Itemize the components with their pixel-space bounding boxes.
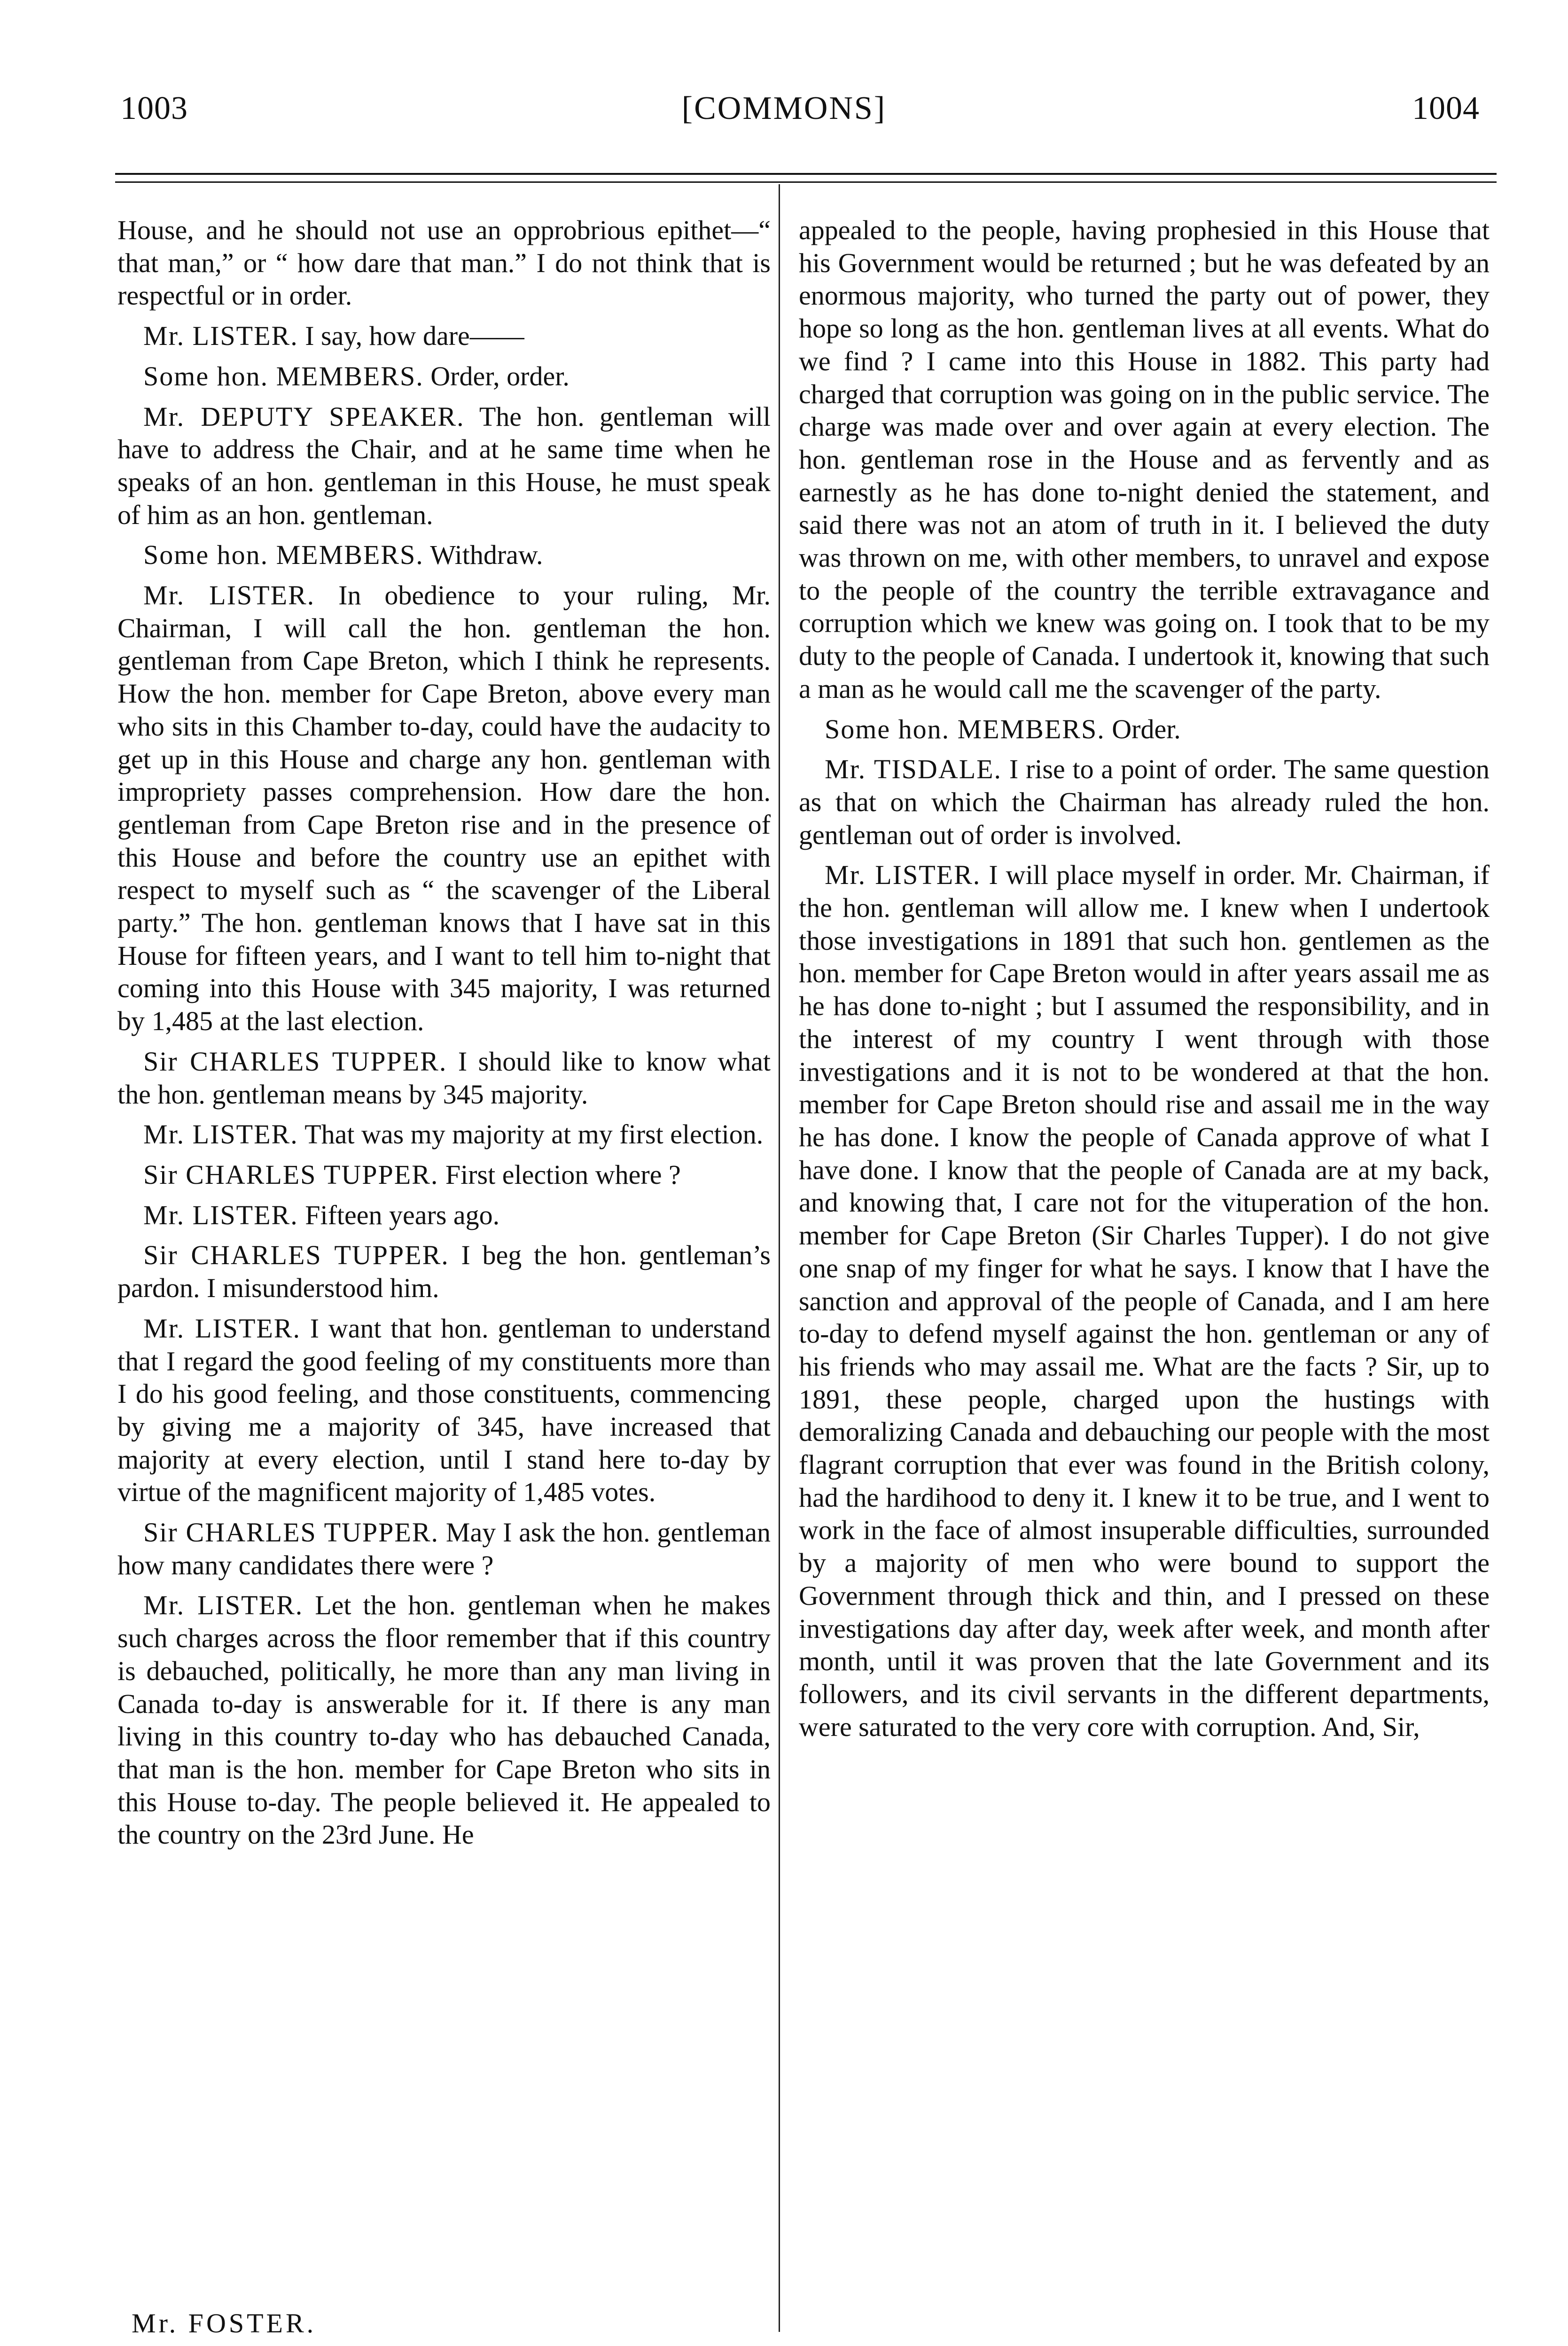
speaker-name: Mr. TISDALE.: [825, 754, 1002, 785]
speaker-name: Mr. DEPUTY SPEAKER.: [143, 401, 465, 432]
page-title: [COMMONS]: [681, 90, 887, 126]
speech-paragraph: [117, 1045, 771, 1110]
speech-text: I will place myself in order. Mr. Chairman, if the hon. gentleman will allow me. I knew when I undertook those investigations in 1891 that such hon. gentlemen as the hon. member for Cape Breton would in after years assail me as he has done to-night ; but I assumed the responsibility, and in the interest of my country I went through with those investigations and it is not to be wondered at that the hon. member for Cape Breton should rise and assail me in the way he has done. I know the people of Canada approve of what I have done. I know that the people of Canada are at my back, and knowing that, I care not for the vituperation of the hon. member for Cape Breton (Sir Charles Tupper). I do not give one snap of my finger for what he says. I know that I have the sanction and approval of the people of Canada, and I am here to-day to defend myself against the hon. gentleman or any of his friends who may assail me. What are the facts ? Sir, up to 1891, these people, charged upon the hustings with demoralizing Canada and debauching our people with the most flagrant corruption that ever was found in the British colony, had the hardihood to deny it. I knew it to be true, and I went to work in the face of almost insuperable difficulties, surrounded by a majority of men who were bound to support the Government through thick and thin, and I pressed on these investigations day after day, week after week, and month after month, until it was proven that the late Government and its followers, and its civil servants in the different departments, were saturated to the very core with corruption. And, Sir,: [799, 860, 1490, 1742]
speech-paragraph: [799, 753, 1490, 851]
speech-text: Fifteen years ago.: [305, 1199, 500, 1230]
cut-off-speaker: Mr. FOSTER.: [132, 2308, 317, 2338]
speech-paragraph: [117, 400, 771, 532]
speech-text: Withdraw.: [430, 540, 543, 571]
speech-text: Let the hon. gentleman when he makes such charges across the floor remember that if this country is debauched, politically, he more than any man living in Canada to-day is answerable for it. If there is any man living in this country to-day who has debauched Canada, that man is the hon. member for Cape Breton who sits in this House to-day. The people believed it. He appealed to the country on the 23rd June. He: [117, 1590, 771, 1850]
page-number-right: 1004: [1412, 90, 1480, 126]
header-rule-top: [115, 173, 1497, 175]
speech-text: appealed to the people, having prophesied in this House that his Government would be returned ; but he was defeated by an enormous majority, who turned the party out of power, they hope so long as the hon. gentleman lives at all events. What do we find ? I came into this House in 1882. This party had charged that corruption was going on in the public service. The charge was made over and over again at every election. The hon. gentleman rose in the House and as fervently and as earnestly as he has done to-night denied the statement, and said there was not an atom of truth in it. I believed the duty was thrown on me, with other members, to unravel and expose to the people of the country the terrible extravagance and corruption which we knew was going on. I took that to be my duty to the people of Canada. I undertook it, knowing that such a man as he would call me the scavenger of the party.: [799, 215, 1490, 704]
speech-paragraph: [117, 214, 771, 312]
speaker-name: Sir CHARLES TUPPER.: [143, 1240, 449, 1271]
speech-text: Order.: [1112, 713, 1181, 744]
speaker-name: Mr. LISTER.: [143, 580, 315, 611]
speech-text: That was my majority at my first election.: [304, 1119, 764, 1150]
speech-paragraph: [117, 1516, 771, 1581]
speaker-name: Mr. LISTER.: [143, 1313, 301, 1344]
speaker-name: Sir CHARLES TUPPER.: [143, 1517, 439, 1548]
speech-paragraph: [117, 1158, 771, 1191]
speech-paragraph: [799, 214, 1490, 705]
speech-text: House, and he should not use an opprobrious epithet—“ that man,” or “ how dare that man.” I do not think that is respectful or in order.: [117, 215, 771, 311]
speech-text: I should like to know what the hon. gentleman means by 345 majority.: [117, 1046, 771, 1110]
speech-paragraph: [117, 320, 771, 352]
speaker-name: Mr. LISTER.: [143, 1590, 304, 1621]
speech-paragraph: [799, 713, 1490, 746]
speaker-name: Sir CHARLES TUPPER.: [143, 1046, 447, 1077]
speech-paragraph: [799, 859, 1490, 1743]
speech-paragraph: [117, 579, 771, 1038]
speech-text: First election where ?: [445, 1159, 681, 1190]
cut-off-footer-line: [132, 2308, 413, 2343]
speaker-name: Mr. LISTER.: [143, 1199, 298, 1230]
speech-text: I beg the hon. gentleman’s pardon. I misunderstood him.: [117, 1240, 771, 1304]
speech-paragraph: [117, 360, 771, 393]
speech-text: May I ask the hon. gentleman how many candidates there were ?: [117, 1517, 771, 1580]
speaker-name: Mr. LISTER.: [143, 1119, 298, 1150]
speaker-name: Some hon. MEMBERS.: [143, 360, 424, 391]
speaker-name: Mr. LISTER.: [143, 321, 298, 352]
speaker-name: Some hon. MEMBERS.: [143, 540, 424, 571]
speaker-name: Sir CHARLES TUPPER.: [143, 1159, 439, 1190]
header-rule-bottom: [115, 181, 1497, 183]
speaker-name: Some hon. MEMBERS.: [825, 713, 1105, 744]
speech-text: The hon. gentleman will have to address the Chair, and at he same time when he speaks of an hon. gentleman in this House, he must speak of him as an hon. gentleman.: [117, 401, 771, 530]
speech-paragraph: [117, 539, 771, 571]
speech-paragraph: [117, 1118, 771, 1151]
speaker-name: Mr. LISTER.: [825, 860, 981, 891]
left-column: [117, 214, 771, 1851]
speech-paragraph: [117, 1199, 771, 1232]
right-column: [799, 214, 1490, 1743]
speech-text: Order, order.: [430, 360, 569, 391]
speech-paragraph: [117, 1239, 771, 1304]
page-number-left: 1003: [120, 90, 188, 126]
speech-paragraph: [117, 1589, 771, 1851]
speech-text: I say, how dare——: [305, 321, 524, 352]
column-divider: [779, 184, 780, 2332]
speech-text: In obedience to your ruling, Mr. Chairman, I will call the hon. gentleman the hon. gentleman from Cape Breton, which I think he represents. How the hon. member for Cape Breton, above every man who sits in this Chamber to-day, could have the audacity to get up in this House and charge any hon. gentleman with impropriety passes comprehension. How dare the hon. gentleman from Cape Breton rise and in the presence of this House and before the country use an epithet with respect to myself such as “ the scavenger of the Liberal party.” The hon. gentleman knows that I have sat in this House for fifteen years, and I want to tell him to-night that coming into this House with 345 majority, I was returned by 1,485 at the last election.: [117, 580, 771, 1037]
speech-paragraph: [117, 1312, 771, 1509]
speech-text: I rise to a point of order. The same question as that on which the Chairman has already ruled the hon. gentleman out of order is involved.: [799, 754, 1490, 850]
speech-text: I want that hon. gentleman to understand that I regard the good feeling of my constituents more than I do his good feeling, and those constituents, commencing by giving me a majority of 345, have increased that majority at every election, until I stand here to-day by virtue of the magnificent majority of 1,485 votes.: [117, 1313, 771, 1508]
